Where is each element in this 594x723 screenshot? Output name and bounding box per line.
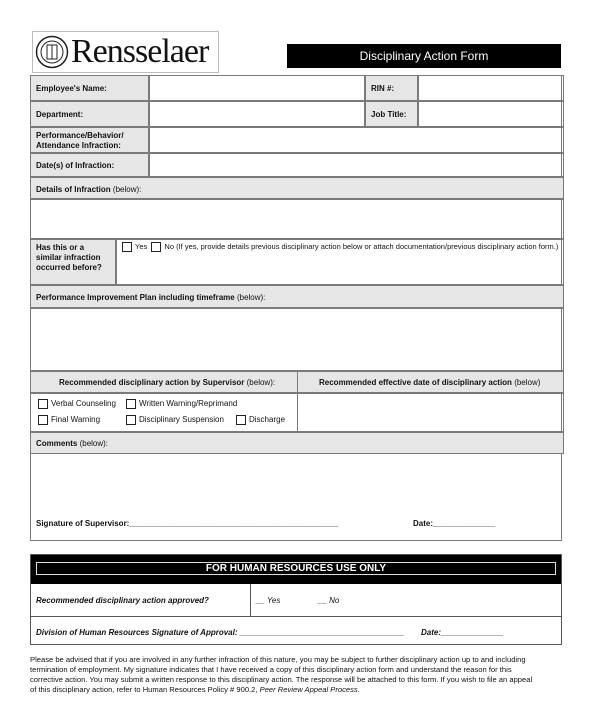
no-label: No (If yes, provide details previous disciplinary action below or attach documentation/previous disciplinary action form.) [164, 242, 559, 251]
pip-field[interactable] [30, 308, 564, 371]
department-field[interactable] [149, 101, 365, 127]
similar-label-3: occurred before? [36, 263, 102, 272]
details-label: Details of Infraction (below): [36, 185, 142, 194]
yes-label: Yes [135, 242, 148, 251]
performance-label-cell [30, 127, 149, 153]
approved-options-cell [251, 584, 561, 617]
no-checkbox[interactable] [151, 242, 161, 252]
pip-header [30, 285, 564, 308]
dates-label-cell [30, 153, 149, 177]
verbal-counseling-label: Verbal Counseling [51, 399, 116, 409]
job-title-field[interactable] [418, 101, 564, 127]
details-header [30, 177, 564, 199]
recommended-options [30, 393, 298, 432]
seal-icon [35, 35, 69, 69]
performance-label-1: Performance/Behavior/ [36, 131, 124, 140]
similar-label-2: similar infraction [36, 253, 101, 262]
recommended-header [30, 371, 298, 393]
approved-label-cell [31, 584, 251, 617]
department-label-cell [30, 101, 149, 127]
verbal-counseling-checkbox[interactable] [38, 399, 48, 409]
similar-field [116, 239, 564, 285]
comments-label: Comments (below): [36, 439, 109, 448]
employee-name-field[interactable] [149, 75, 365, 101]
pip-label: Performance Improvement Plan including timeframe (below): [36, 293, 266, 302]
yes-checkbox[interactable] [122, 242, 132, 252]
similar-label-1: Has this or a [36, 243, 85, 252]
effective-date-header [297, 371, 564, 393]
form-title-bar [287, 44, 561, 68]
footer-line-4: of this disciplinary action, refer to Human Resources Policy # 900.2, Peer Review Appeal Process. [30, 685, 360, 694]
dates-field[interactable] [149, 153, 564, 177]
footer-line-2: termination of employment. My signature indicates that I have received a copy of this disciplinary action form and understand the reason for this [30, 665, 512, 674]
footer-notice [30, 655, 564, 695]
rin-label-cell [365, 75, 418, 101]
hr-signature-line[interactable]: Division of Human Resources Signature of Approval: _____________________________________ [36, 628, 405, 637]
written-warning-label: Written Warning/Reprimand [139, 399, 238, 409]
disciplinary-suspension-label: Disciplinary Suspension [139, 415, 224, 425]
comments-header [30, 432, 564, 454]
approved-label: Recommended disciplinary action approved? [36, 596, 209, 605]
recommended-label: Recommended disciplinary action by Supervisor (below): [59, 378, 276, 387]
main-form [30, 75, 562, 541]
final-warning-checkbox[interactable] [38, 415, 48, 425]
approved-no[interactable]: __ No [318, 596, 340, 605]
hr-date-line[interactable]: Date:______________ [421, 628, 504, 637]
footer-line-1: Please be advised that if you are involved in any further infraction of this nature, you may be subject to further disciplinary action up to and including [30, 655, 526, 664]
job-title-label-cell [365, 101, 418, 127]
hr-header [31, 555, 561, 584]
details-field[interactable] [30, 199, 564, 239]
effective-date-label: Recommended effective date of disciplinary action (below) [319, 378, 541, 387]
written-warning-checkbox[interactable] [126, 399, 136, 409]
hr-title: FOR HUMAN RESOURCES USE ONLY [205, 563, 387, 574]
disciplinary-suspension-checkbox[interactable] [126, 415, 136, 425]
logo [32, 31, 219, 73]
rin-field[interactable] [418, 75, 564, 101]
comments-field[interactable] [31, 454, 563, 506]
discharge-label: Discharge [249, 415, 286, 425]
department-label: Department: [36, 110, 84, 119]
supervisor-date-line[interactable]: Date:______________ [413, 519, 496, 528]
job-title-label: Job Title: [371, 110, 407, 119]
discharge-checkbox[interactable] [236, 415, 246, 425]
performance-label-2: Attendance Infraction: [36, 141, 121, 150]
supervisor-signature-line[interactable]: Signature of Supervisor:_______________________________________________ [36, 519, 339, 528]
similar-label-cell [30, 239, 116, 285]
form-title: Disciplinary Action Form [359, 49, 489, 63]
footer-line-3: corrective action. You may submit a written response to this disciplinary action. The response will be attached to this form. If you wish to file an appeal [30, 675, 533, 684]
logo-text: Rensselaer [71, 33, 209, 70]
final-warning-label: Final Warning [51, 415, 101, 425]
performance-field[interactable] [149, 127, 564, 153]
rin-label: RIN #: [371, 84, 395, 93]
approved-yes[interactable]: __ Yes [256, 596, 281, 605]
employee-name-label: Employee's Name: [36, 84, 107, 93]
employee-name-label-cell [30, 75, 149, 101]
effective-date-field[interactable] [297, 393, 564, 432]
dates-label: Date(s) of Infraction: [36, 161, 115, 170]
hr-section [30, 554, 562, 645]
